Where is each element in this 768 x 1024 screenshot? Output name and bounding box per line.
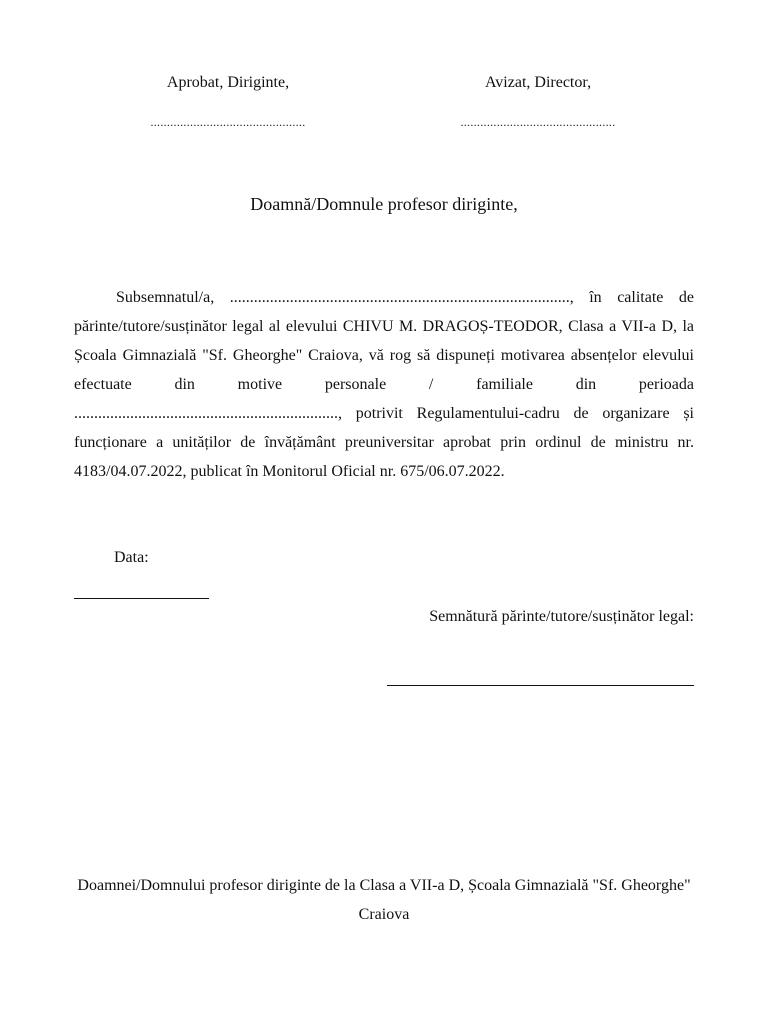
date-signature-line — [74, 598, 209, 599]
request-body: Subsemnatul/a, ....................................................................................., în calitate de părinte/tutore/susținător legal al elevului CHIVU M. DRAGOȘ-TEODOR, Clasa a VII-a D, la Școala Gimnazială "Sf. Gheorghe" Craiova, vă rog să dispuneți motivarea absențelor elevului efectuate din motive personale / familiale din perioada .................................................................., potrivit Regulamentului-cadru de organizare și funcționare a unităților de învățământ preuniversitar aprobat prin ordinul de ministru nr. 4183/04.07.2022, publicat în Monitorul Oficial nr. 675/06.07.2022. — [74, 289, 694, 480]
approval-teacher-label: Aprobat, Diriginte, — [166, 74, 290, 91]
approval-teacher-dots: ............................................... — [150, 115, 306, 129]
addressee: Doamnei/Domnului profesor diriginte de la Clasa a VII-a D, Școala Gimnazială "Sf. Gheorghe" Craiova — [77, 877, 691, 923]
parent-signature-line — [387, 685, 694, 686]
approval-teacher — [120, 72, 336, 130]
signature-label: Semnătură părinte/tutore/susținător legal: — [429, 608, 694, 625]
approval-director-label: Avizat, Director, — [484, 74, 592, 91]
approval-director — [430, 72, 646, 130]
salutation: Doamnă/Domnule profesor diriginte, — [250, 194, 518, 214]
date-label: Data: — [114, 549, 149, 566]
approval-director-dots: ............................................... — [460, 115, 616, 129]
